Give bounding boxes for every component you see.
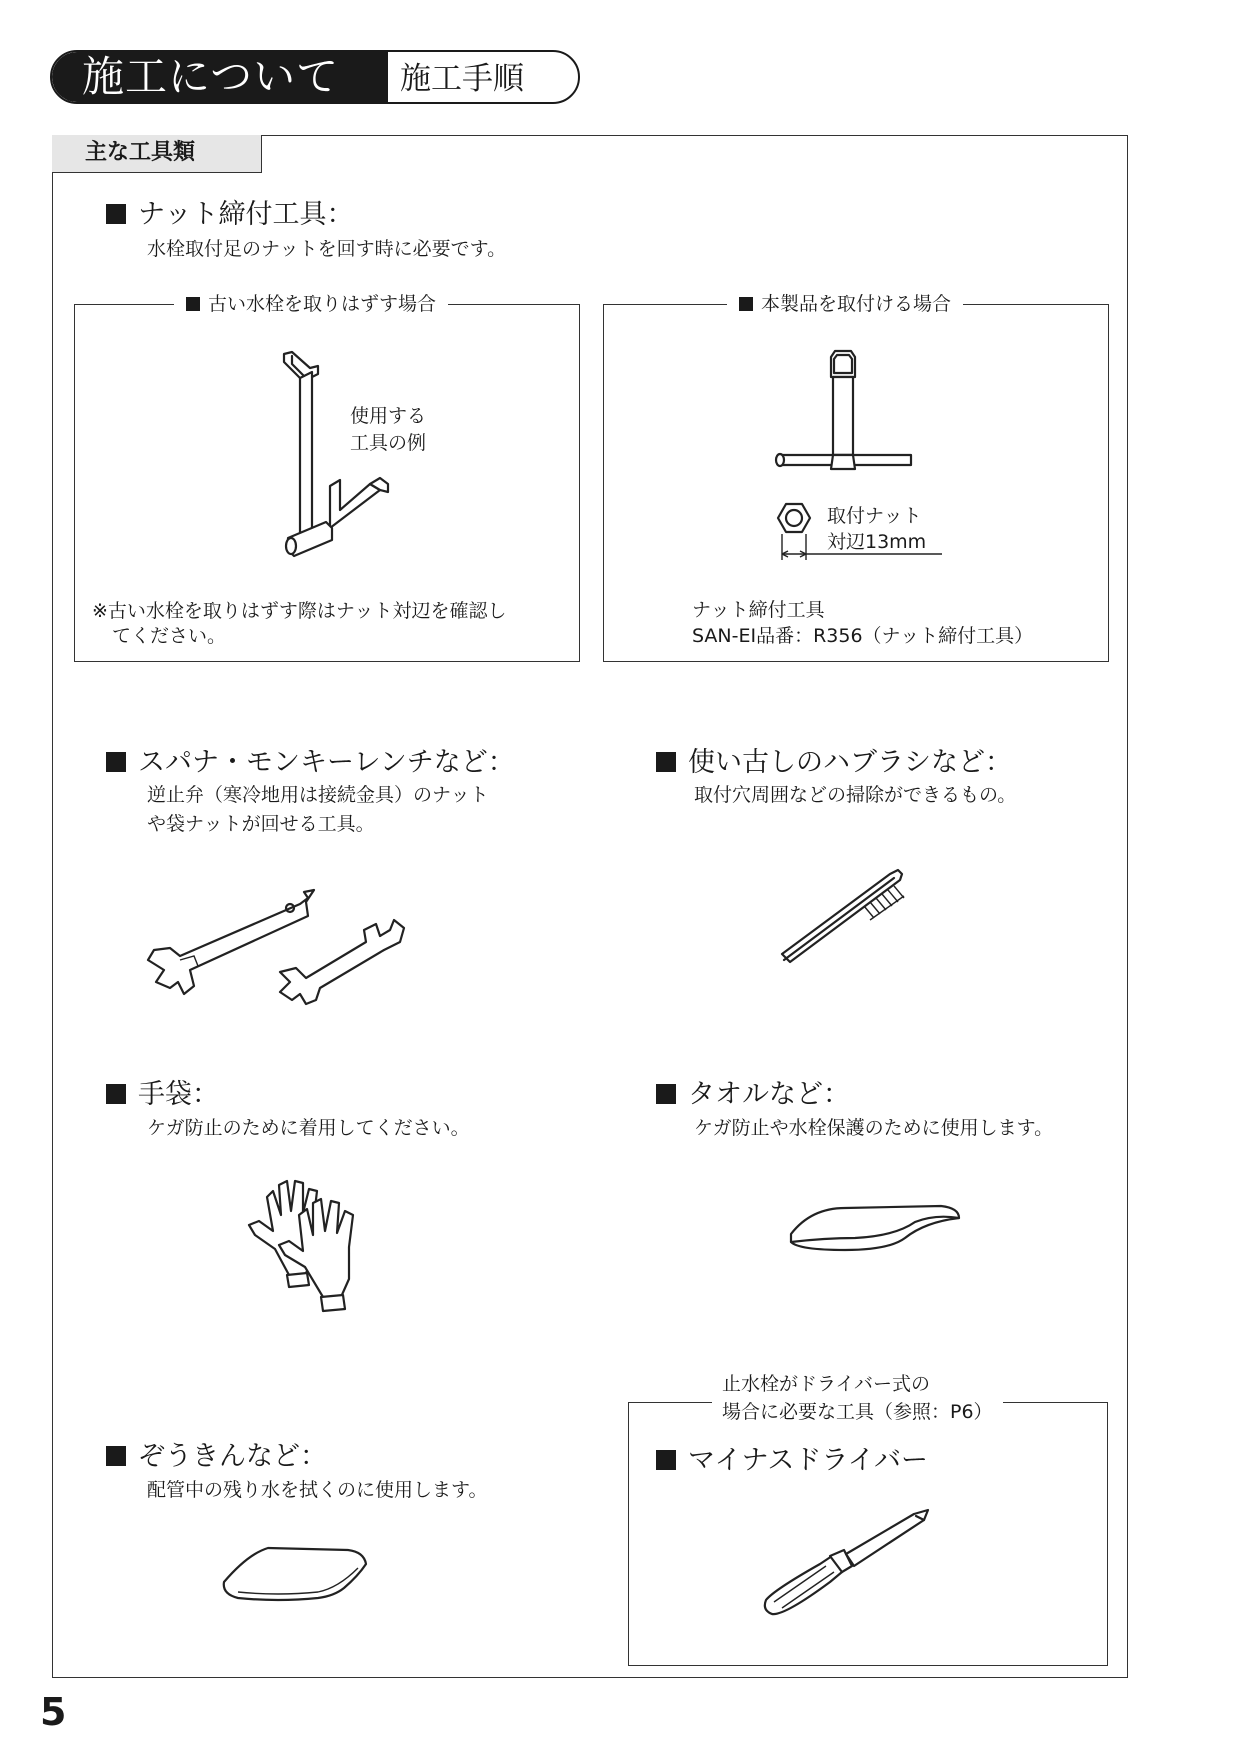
flathead-screwdriver-icon <box>760 1510 940 1620</box>
spanner-heading <box>106 746 515 780</box>
gloves-heading <box>106 1078 219 1112</box>
screwdriver-box-label-line1: 止水栓がドライバー式の <box>712 1370 940 1398</box>
work-gloves-icon <box>245 1175 375 1315</box>
old-tool-callout-line1: 使用する <box>350 405 427 427</box>
wrench-set-icon <box>140 890 430 1010</box>
page-number: 5 <box>40 1690 67 1734</box>
bullet-square-icon <box>739 297 753 311</box>
mounting-nut-label-line1: 取付ナット <box>827 505 922 527</box>
bullet-square-icon <box>106 1446 126 1466</box>
t-socket-wrench-icon <box>775 345 915 475</box>
mounting-nut-label-line2: 対辺13mm <box>827 531 927 553</box>
toothbrush-heading <box>656 746 1012 780</box>
gloves-title: 手袋： <box>138 1079 219 1110</box>
rag-description: 配管中の残り水を拭くのに使用します。 <box>147 1479 488 1501</box>
box-wrench-icon <box>270 350 410 580</box>
spanner-description-line2: や袋ナットが回せる工具。 <box>147 813 375 835</box>
nut-tool-caption-line2: SAN-EI品番：R356（ナット締付工具） <box>692 625 1034 647</box>
cleaning-rag-icon <box>218 1540 378 1610</box>
spanner-description-line1: 逆止弁（寒冷地用は接続金具）のナット <box>147 784 489 806</box>
gloves-description: ケガ防止のために着用してください。 <box>147 1117 470 1139</box>
bullet-square-icon <box>656 1450 676 1470</box>
flathead-screwdriver-heading <box>656 1444 928 1478</box>
spanner-title: スパナ・モンキーレンチなど： <box>138 747 515 778</box>
toothbrush-description: 取付穴周囲などの掃除ができるもの。 <box>694 784 1017 806</box>
old-faucet-box-label: 古い水栓を取りはずす場合 <box>174 292 448 316</box>
old-faucet-note-line1: ※古い水栓を取りはずす際はナット対辺を確認し <box>92 600 507 622</box>
page-subtitle: 施工手順 <box>400 61 524 97</box>
new-product-box-label: 本製品を取付ける場合 <box>727 292 963 316</box>
bullet-square-icon <box>106 752 126 772</box>
folded-towel-icon <box>785 1202 965 1262</box>
nut-tool-caption-line1: ナット締付工具 <box>692 599 825 621</box>
nut-tool-title: ナット締付工具： <box>138 199 354 230</box>
towel-heading <box>656 1078 850 1112</box>
rag-title: ぞうきんなど： <box>138 1441 327 1472</box>
towel-title: タオルなど： <box>688 1079 850 1110</box>
bullet-square-icon <box>106 1084 126 1104</box>
toothbrush-title: 使い古しのハブラシなど： <box>688 747 1012 778</box>
bullet-square-icon <box>656 752 676 772</box>
towel-description: ケガ防止や水栓保護のために使用します。 <box>694 1117 1054 1139</box>
toothbrush-icon <box>780 866 930 966</box>
flathead-screwdriver-title: マイナスドライバー <box>688 1445 929 1476</box>
page-title: 施工について <box>82 52 340 101</box>
nut-tool-heading <box>106 198 353 232</box>
screwdriver-box-label-line2: 場合に必要な工具（参照：P6） <box>712 1398 1003 1426</box>
old-tool-callout-line2: 工具の例 <box>350 432 427 454</box>
bullet-square-icon <box>186 297 200 311</box>
tools-tab-label: 主な工具類 <box>85 140 196 165</box>
bullet-square-icon <box>656 1084 676 1104</box>
bullet-square-icon <box>106 204 126 224</box>
rag-heading <box>106 1440 327 1474</box>
nut-tool-description: 水栓取付足のナットを回す時に必要です。 <box>147 238 507 260</box>
old-faucet-note-line2: てください。 <box>112 625 227 647</box>
